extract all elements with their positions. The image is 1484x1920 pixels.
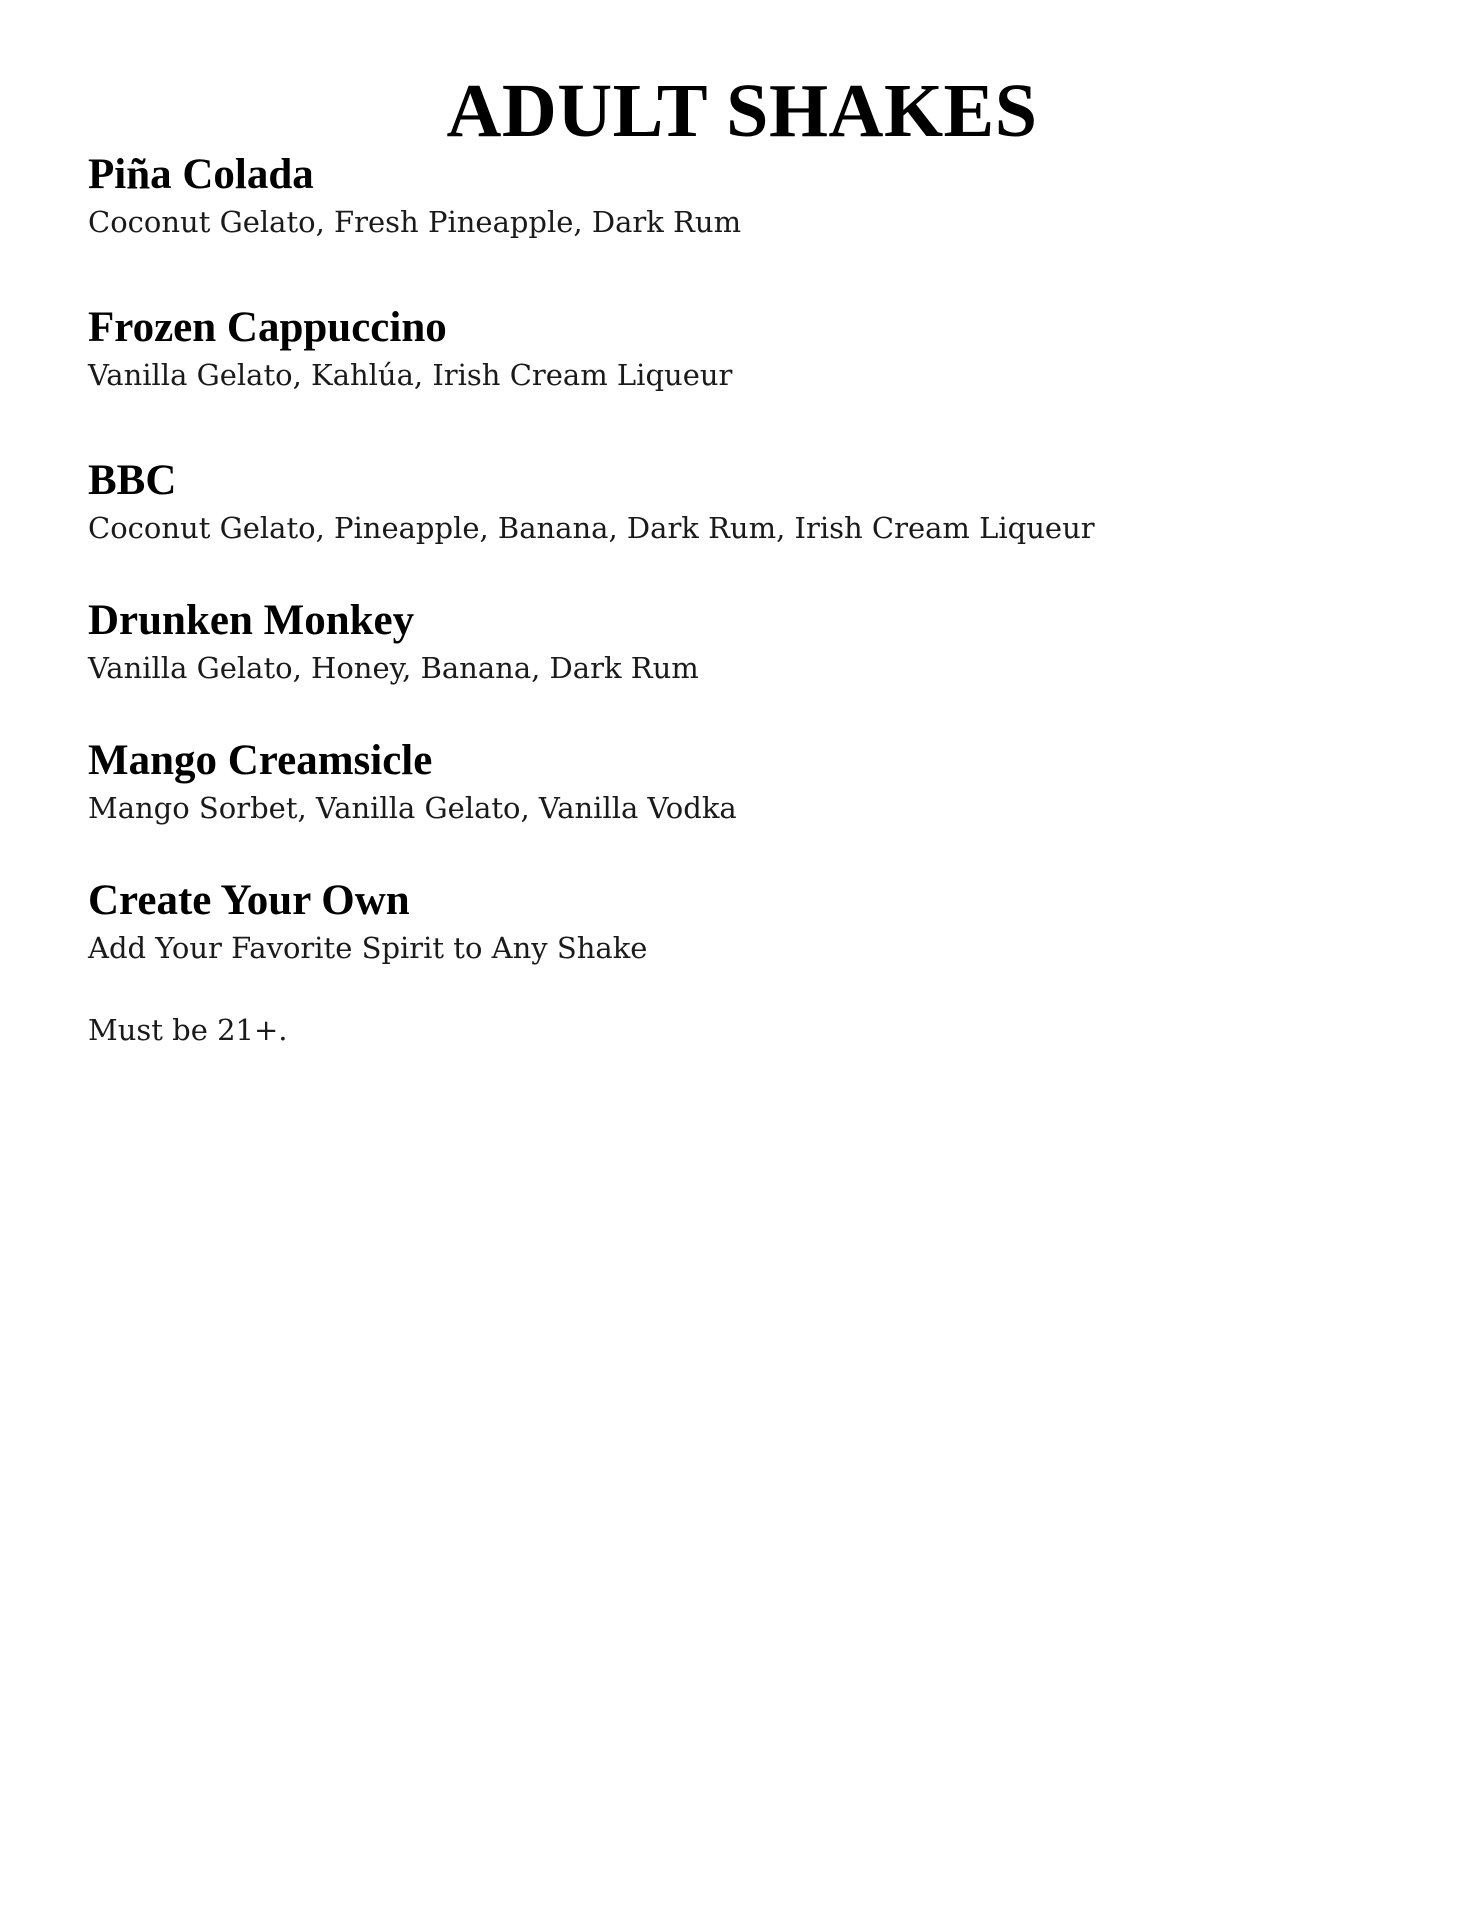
- menu-item-create-your-own: [88, 876, 1408, 971]
- item-name: Drunken Monkey: [88, 597, 415, 644]
- item-description: Mango Sorbet, Vanilla Gelato, Vanilla Vodka: [88, 791, 737, 825]
- menu-item-pina-colada: [88, 150, 1408, 245]
- menu-title: ADULT SHAKES: [446, 69, 1038, 153]
- item-name: Piña Colada: [88, 151, 314, 198]
- item-name: Create Your Own: [88, 877, 410, 924]
- menu-item-mango-creamsicle: [88, 736, 1408, 831]
- menu-item-frozen-cappuccino: [88, 303, 1408, 398]
- item-name: Frozen Cappuccino: [88, 304, 447, 351]
- menu-list: [88, 150, 1408, 971]
- menu-item-drunken-monkey: [88, 596, 1408, 691]
- menu-item-bbc: [88, 456, 1408, 551]
- item-description: Vanilla Gelato, Kahlúa, Irish Cream Liqueur: [88, 358, 733, 392]
- item-description: Coconut Gelato, Fresh Pineapple, Dark Rum: [88, 205, 742, 239]
- item-name: Mango Creamsicle: [88, 737, 433, 784]
- item-name: BBC: [88, 457, 177, 504]
- age-requirement-note: Must be 21+.: [88, 1013, 288, 1047]
- item-description: Coconut Gelato, Pineapple, Banana, Dark Rum, Irish Cream Liqueur: [88, 511, 1095, 545]
- item-description: Vanilla Gelato, Honey, Banana, Dark Rum: [88, 651, 699, 685]
- item-description: Add Your Favorite Spirit to Any Shake: [88, 931, 648, 965]
